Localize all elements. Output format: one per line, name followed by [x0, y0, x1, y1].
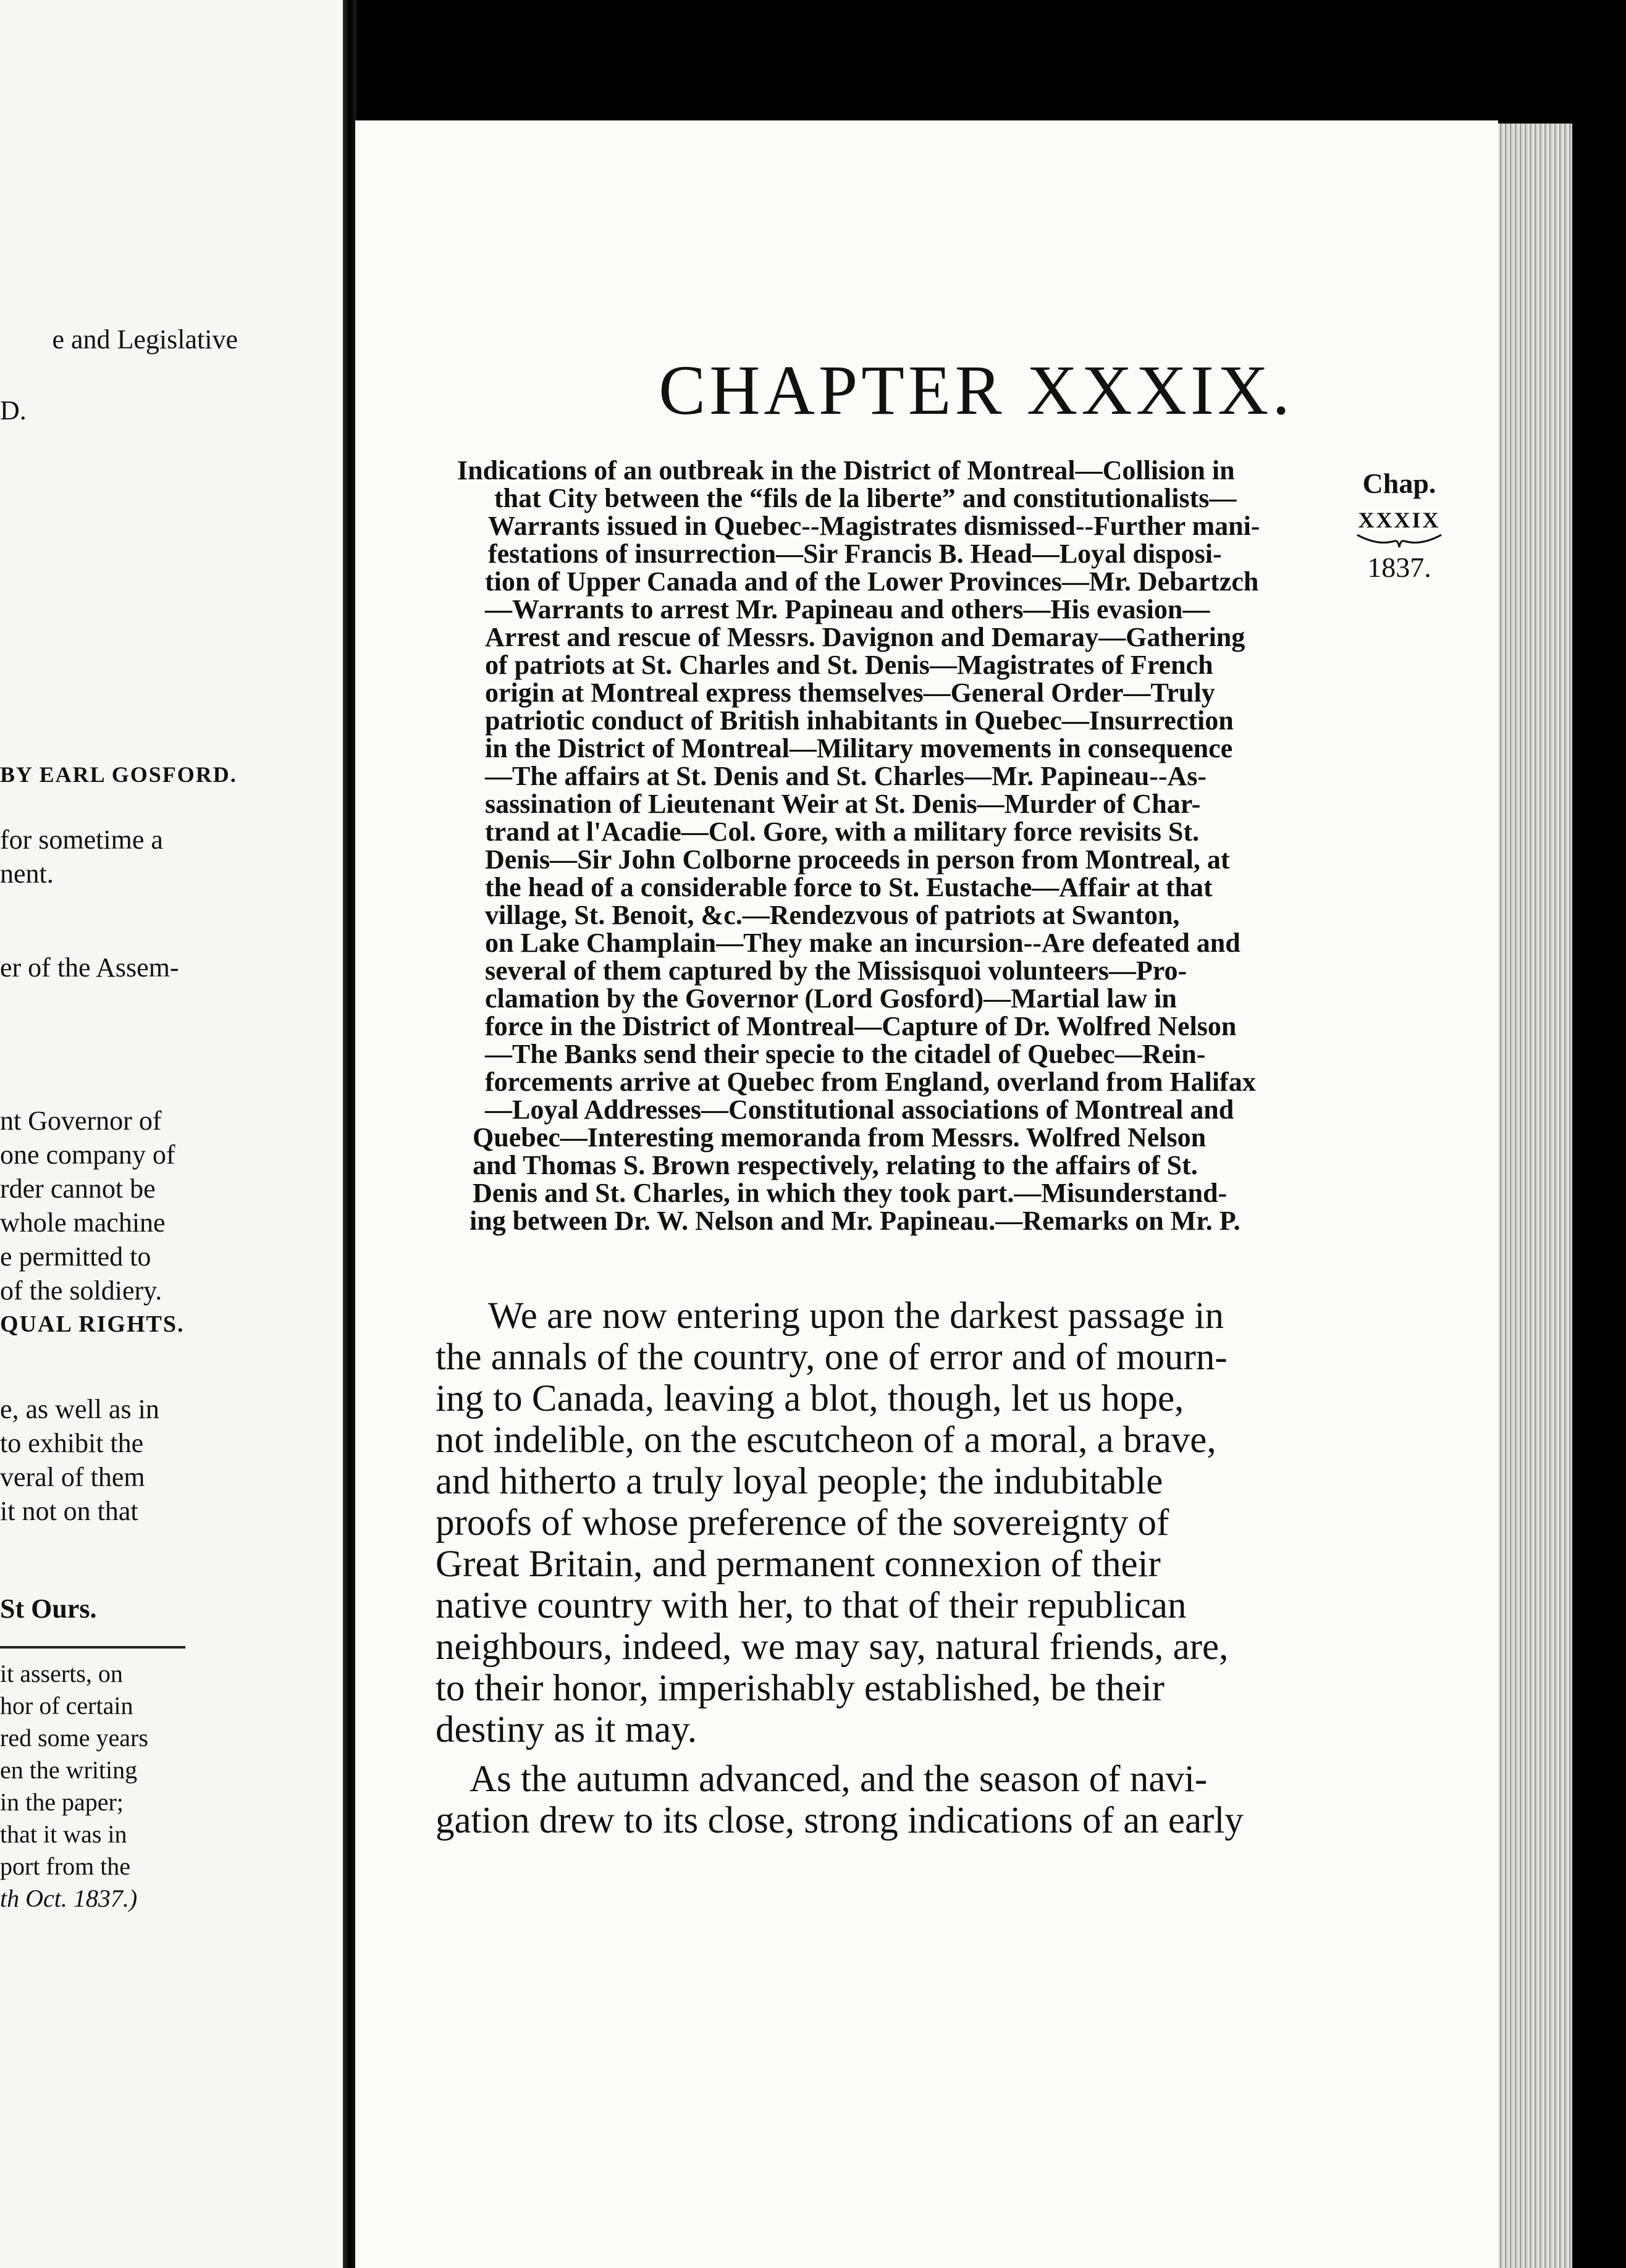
synopsis-line: Arrest and rescue of Messrs. Davignon and Demaray—Gathering — [485, 622, 1245, 652]
body-line: native country with her, to that of their republican — [436, 1585, 1187, 1626]
left-page-line: BY EARL GOSFORD. — [0, 762, 237, 787]
synopsis-line: of patriots at St. Charles and St. Denis—Magistrates of French — [485, 650, 1213, 680]
synopsis-line: Indications of an outbreak in the District of Montreal—Collision in — [457, 455, 1235, 485]
book-page-edges — [1498, 124, 1572, 2268]
chapter-title: CHAPTER XXXIX. — [659, 351, 1294, 429]
synopsis-line: origin at Montreal express themselves—General Order—Truly — [485, 678, 1215, 708]
left-page-line: St Ours. — [0, 1594, 97, 1624]
left-page-rule — [0, 1646, 185, 1648]
book-background — [1572, 124, 1626, 2268]
body-line: and hitherto a truly loyal people; the indubitable — [436, 1461, 1163, 1502]
synopsis-line: festations of insurrection—Sir Francis B. Head—Loyal disposi- — [488, 539, 1222, 569]
margin-chap-label: Chap. — [1362, 468, 1436, 499]
left-page-line: rder cannot be — [0, 1174, 156, 1204]
body-line: We are now entering upon the darkest passage in — [488, 1295, 1224, 1337]
synopsis-line: in the District of Montreal—Military movements in consequence — [485, 733, 1233, 763]
synopsis-line: trand at l'Acadie—Col. Gore, with a military force revisits St. — [485, 817, 1200, 847]
synopsis-line: and Thomas S. Brown respectively, relating to the affairs of St. — [473, 1150, 1198, 1180]
left-page-line: for sometime a — [0, 825, 163, 855]
left-page-line: it not on that — [0, 1496, 138, 1526]
synopsis-line: ing between Dr. W. Nelson and Mr. Papineau.—Remarks on Mr. P. — [470, 1206, 1241, 1236]
synopsis-line: clamation by the Governor (Lord Gosford)—Martial law in — [485, 983, 1177, 1014]
left-page-line: e, as well as in — [0, 1394, 159, 1424]
body-line: the annals of the country, one of error and of mourn- — [436, 1337, 1228, 1378]
left-page-line: one company of — [0, 1140, 175, 1170]
left-page-line: to exhibit the — [0, 1428, 144, 1458]
body-line: not indelible, on the escutcheon of a moral, a brave, — [436, 1419, 1216, 1461]
synopsis-line: —The affairs at St. Denis and St. Charles—Mr. Papineau--As- — [485, 761, 1207, 791]
synopsis-line: Denis—Sir John Colborne proceeds in person from Montreal, at — [485, 844, 1230, 875]
book-gutter — [343, 0, 356, 2268]
left-page-line: port from the — [0, 1852, 131, 1880]
body-line: ing to Canada, leaving a blot, though, let us hope, — [436, 1378, 1184, 1419]
body-line: destiny as it may. — [436, 1709, 697, 1750]
synopsis-line: —The Banks send their specie to the citadel of Quebec—Rein- — [485, 1039, 1206, 1069]
synopsis-line: Denis and St. Charles, in which they took part.—Misunderstand- — [473, 1178, 1228, 1208]
margin-chapter-number: XXXIX — [1358, 508, 1441, 532]
left-page-line: whole machine — [0, 1208, 166, 1238]
synopsis-line: —Loyal Addresses—Constitutional associations of Montreal and — [485, 1094, 1234, 1125]
left-page-line: e permitted to — [0, 1241, 151, 1272]
margin-year: 1837. — [1367, 552, 1431, 583]
margin-note — [1337, 469, 1461, 582]
left-page — [0, 0, 346, 2268]
left-page-line: er of the Assem- — [0, 952, 179, 983]
left-page-line: th Oct. 1837.) — [0, 1884, 138, 1912]
body-line: proofs of whose preference of the sovereignty of — [436, 1502, 1169, 1544]
body-line: As the autumn advanced, and the season of navi- — [470, 1758, 1208, 1800]
synopsis-line: that City between the “fils de la liberte” and constitutionalists— — [494, 483, 1237, 513]
synopsis-line: —Warrants to arrest Mr. Papineau and others—His evasion— — [485, 594, 1210, 624]
synopsis-line: force in the District of Montreal—Capture of Dr. Wolfred Nelson — [485, 1011, 1237, 1041]
left-page-line: veral of them — [0, 1462, 145, 1492]
left-page-line: e and Legislative — [52, 324, 238, 355]
left-page-line: red some years — [0, 1724, 148, 1752]
synopsis-line: village, St. Benoit, &c.—Rendezvous of patriots at Swanton, — [485, 900, 1180, 930]
body-line: neighbours, indeed, we may say, natural friends, are, — [436, 1626, 1229, 1668]
right-page — [355, 120, 1498, 2268]
synopsis-line: tion of Upper Canada and of the Lower Provinces—Mr. Debartzch — [485, 566, 1259, 597]
left-page-line: of the soldiery. — [0, 1275, 162, 1306]
left-page-line: nt Governor of — [0, 1106, 162, 1136]
synopsis-line: sassination of Lieutenant Weir at St. Denis—Murder of Char- — [485, 789, 1201, 819]
synopsis-line: patriotic conduct of British inhabitants in Quebec—Insurrection — [485, 705, 1234, 736]
left-page-line: it asserts, on — [0, 1660, 123, 1687]
synopsis-line: Warrants issued in Quebec--Magistrates dismissed--Further mani- — [488, 511, 1260, 541]
synopsis-line: the head of a considerable force to St. Eustache—Affair at that — [485, 872, 1213, 902]
synopsis-line: Quebec—Interesting memoranda from Messrs. Wolfred Nelson — [473, 1122, 1207, 1153]
left-page-line: nent. — [0, 859, 54, 889]
body-line: to their honor, imperishably established, be their — [436, 1668, 1165, 1709]
brace-ornament-icon — [1356, 532, 1443, 548]
left-page-line: in the paper; — [0, 1788, 124, 1816]
left-page-line: QUAL RIGHTS. — [0, 1311, 185, 1337]
synopsis-line: forcements arrive at Quebec from England, overland from Halifax — [485, 1067, 1256, 1097]
left-page-line: en the writing — [0, 1756, 138, 1784]
left-page-line: D. — [0, 395, 27, 426]
left-page-line: hor of certain — [0, 1692, 133, 1720]
synopsis-line: on Lake Champlain—They make an incursion--Are defeated and — [485, 928, 1241, 958]
body-line: Great Britain, and permanent connexion of their — [436, 1544, 1161, 1585]
synopsis-line: several of them captured by the Missisquoi volunteers—Pro- — [485, 956, 1187, 986]
body-line: gation drew to its close, strong indications of an early — [436, 1800, 1244, 1841]
left-page-line: that it was in — [0, 1820, 127, 1848]
